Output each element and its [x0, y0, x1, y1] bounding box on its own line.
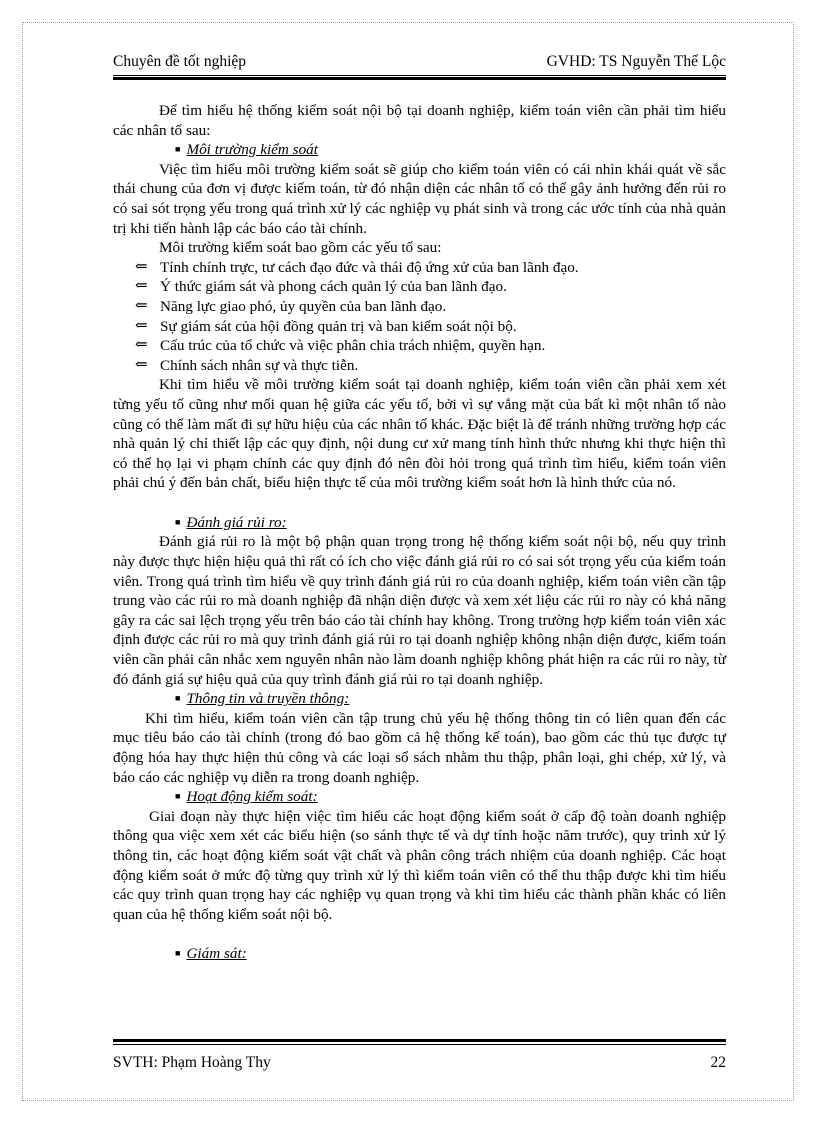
spacer — [113, 493, 726, 513]
paragraph: Đánh giá rủi ro là một bộ phận quan trọng trong hệ thống kiểm soát nội bộ, nếu quy trình này được thực hiện hiệu quả thì rất có ích cho việc đánh giá rủi ro có sai sót trọng yếu của kiểm toán viên. Trong quá trình tìm hiểu về quy trình đánh giá rủi ro của doanh nghiệp, kiểm toán viên cần tập trung vào các rủi ro mà doanh nghiệp đã nhận diện được và xem xét liệu các rủi ro này có khả năng gây ra các sai lệch trọng yếu trên báo cáo tài chính hay không. Trong trường hợp kiểm toán viên xác định được các rủi ro mà quy trình đánh giá rủi ro tại doanh nghiệp không nhận diện được, kiểm toán viên cần phải cân nhắc xem nguyên nhân nào làm doanh nghiệp không phát hiện ra các rủi ro này, từ đó đánh giá sự hiệu quả của quy trình đánh giá rủi ro tại doanh nghiệp. — [113, 533, 726, 688]
footer-student-name: SVTH: Phạm Hoàng Thy — [113, 1054, 271, 1071]
footer-rule — [113, 1044, 726, 1045]
left-arrow-icon: ⇐ — [135, 317, 148, 334]
section-title: Giám sát: — [186, 945, 247, 963]
list-item — [113, 336, 726, 356]
page-number: 22 — [710, 1054, 726, 1071]
page-body — [113, 101, 726, 964]
spacer — [113, 924, 726, 944]
section-heading-monitoring — [113, 944, 726, 964]
left-arrow-icon: ⇐ — [135, 356, 148, 373]
header-rule-thick — [113, 77, 726, 80]
section-heading-risk-assessment — [113, 513, 726, 533]
header-supervisor: GVHD: TS Nguyễn Thế Lộc — [546, 53, 726, 70]
square-bullet-icon: ■ — [175, 516, 181, 527]
list-item-text: Chính sách nhân sự và thực tiễn. — [160, 356, 359, 374]
section-heading-information-communication — [113, 689, 726, 709]
list-item-text: Năng lực giao phó, ủy quyền của ban lãnh đạo. — [160, 297, 447, 315]
factor-list — [113, 258, 726, 376]
section-title: Thông tin và truyền thông: — [186, 690, 350, 708]
paragraph: Việc tìm hiểu môi trường kiểm soát sẽ giúp cho kiểm toán viên có cái nhìn khái quát về sắc thái chung của đơn vị được kiểm toán, từ đó nhận diện các nhân tố có thể gây ảnh hưởng đến rủi ro có sai sót trọng yếu trong quá trình xử lý các nghiệp vụ phát sinh và trong các ước tính của nhà quản trị khi tiến hành lập các báo cáo tài chính. — [113, 160, 726, 237]
left-arrow-icon: ⇐ — [135, 278, 148, 295]
list-item-text: Tính chính trực, tư cách đạo đức và thái độ ứng xử của ban lãnh đạo. — [160, 258, 579, 276]
left-arrow-icon: ⇐ — [135, 297, 148, 314]
list-item — [113, 297, 726, 317]
section-title: Môi trường kiểm soát — [186, 141, 318, 159]
section-heading-control-activities — [113, 787, 726, 807]
section-heading-control-environment — [113, 140, 726, 160]
left-arrow-icon: ⇐ — [135, 337, 148, 354]
page-header — [113, 53, 726, 73]
square-bullet-icon: ■ — [175, 948, 181, 959]
list-item — [113, 258, 726, 278]
section-title: Đánh giá rủi ro: — [186, 513, 287, 531]
square-bullet-icon: ■ — [175, 144, 181, 155]
paragraph: Khi tìm hiểu về môi trường kiểm soát tại doanh nghiệp, kiểm toán viên cần phải xem xét từng yếu tố cũng như mối quan hệ giữa các yếu tố, bởi vì sự vắng mặt của bất kì một nhân tố nào cũng có thể làm mất đi sự hữu hiệu của các nhân tố khác. Đặc biệt là để tránh những trường hợp các nhà quản lý chỉ thiết lập các quy định, nội dung cư xử mang tính hình thức nhưng khi thực hiện thì có thể họ lại vi phạm chính các quy định đó nên đòi hỏi trong quá trình tìm hiểu, kiểm toán viên phải chú ý đến bản chất, biểu hiện thực tế của môi trường kiểm soát hơn là hình thức của nó. — [113, 376, 726, 492]
paragraph: Giai đoạn này thực hiện việc tìm hiểu các hoạt động kiểm soát ở cấp độ toàn doanh nghiệp thông qua việc xem xét các biểu hiện (so sánh thực tế và dự tính hoặc năm trước), quy trình xử lý thông tin, các hoạt động kiểm soát vật chất và phân công trách nhiệm của doanh nghiệp. Các hoạt động kiểm soát ở mức độ từng quy trình xử lý thì kiểm toán viên có thể thu thập được khi tìm hiểu các quy trình quan trọng hay các nghiệp vụ quan trọng và khi tìm hiểu các thành phần khác có liên quan của hệ thống kiểm soát nội bộ. — [113, 807, 726, 923]
header-rule — [113, 75, 726, 76]
list-item — [113, 317, 726, 337]
paragraph: Khi tìm hiểu, kiểm toán viên cần tập trung chủ yếu hệ thống thông tin có liên quan đến các mục tiêu báo cáo tài chính (trong đó bao gồm cả hệ thống kế toán), bao gồm các thủ tục được tự động hóa hay thực hiện thủ công và các loại sổ sách nhằm thu thập, phân loại, ghi chép, xử lý, và báo cáo các nghiệp vụ diễn ra trong doanh nghiệp. — [113, 709, 726, 786]
paragraph: Môi trường kiểm soát bao gồm các yếu tố sau: — [159, 239, 442, 257]
list-item — [113, 277, 726, 297]
list-item-text: Cấu trúc của tổ chức và việc phân chia trách nhiệm, quyền hạn. — [160, 337, 546, 355]
footer-rule-thick — [113, 1039, 726, 1042]
square-bullet-icon: ■ — [175, 791, 181, 802]
list-item — [113, 356, 726, 376]
header-document-title: Chuyên đề tốt nghiệp — [113, 53, 247, 70]
list-item-text: Ý thức giám sát và phong cách quản lý của ban lãnh đạo. — [160, 278, 507, 296]
left-arrow-icon: ⇐ — [135, 258, 148, 275]
square-bullet-icon: ■ — [175, 693, 181, 704]
list-item-text: Sự giám sát của hội đồng quản trị và ban kiểm soát nội bộ. — [160, 317, 517, 335]
page-footer — [113, 1054, 726, 1074]
intro-paragraph: Để tìm hiểu hệ thống kiểm soát nội bộ tại doanh nghiệp, kiểm toán viên cần phải tìm hiểu các nhân tố sau: — [113, 102, 726, 139]
section-title: Hoạt động kiểm soát: — [186, 788, 318, 806]
